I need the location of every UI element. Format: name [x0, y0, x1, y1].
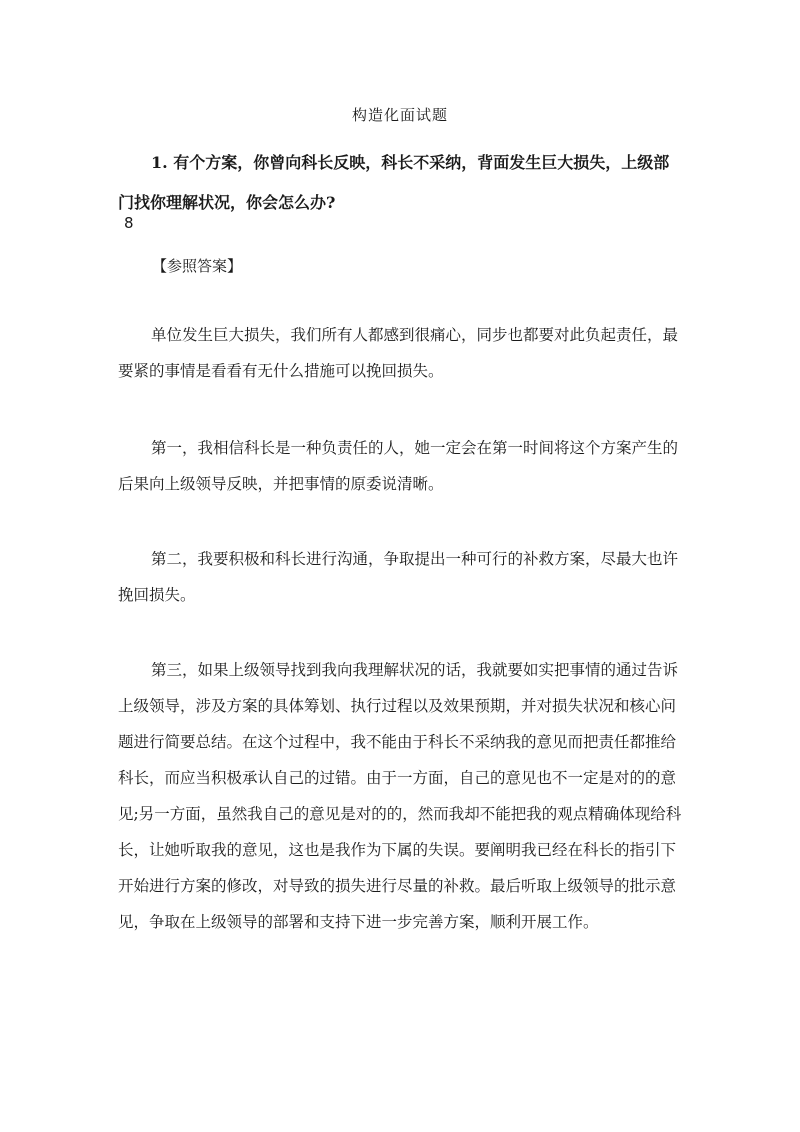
question-text: 1. 有个方案，你曾向科长反映，科长不采纳，背面发生巨大损失，上级部门找你理解状况，你会怎么办? [118, 153, 670, 212]
answer-paragraph-first: 第一，我相信科长是一种负责任的人，她一定会在第一时间将这个方案产生的后果向上级领导反映，并把事情的原委说清晰。 [118, 439, 679, 493]
answer-paragraph-second: 第二，我要积极和科长进行沟通，争取提出一种可行的补救方案，尽最大也许挽回损失。 [118, 550, 679, 604]
answer-paragraph-third: 第三，如果上级领导找到我向我理解状况的话，我就要如实把事情的通过告诉上级领导，涉及方案的具体筹划、执行过程以及效果预期，并对损失状况和核心问题进行简要总结。在这个过程中，我不能由于科长不采纳我的意见而把责任都推给科长，而应当积极承认自己的过错。由于一方面，自己的意见也不一定是对的的意见;另一方面，虽然我自己的意见是对的的，然而我却不能把我的观点精确体现给科长，让她听取我的意见，这也是我作为下属的失误。要阐明我已经在科长的指引下开始进行方案的修改，对导致的损失进行尽量的补救。最后听取上级领导的批示意见，争取在上级领导的部署和支持下进一步完善方案，顺利开展工作。 [118, 661, 682, 931]
answer-paragraph-intro: 单位发生巨大损失，我们所有人都感到很痛心，同步也都要对此负起责任，最要紧的事情是看看有无什么措施可以挽回损失。 [118, 326, 679, 380]
reference-answer-label: 【参照答案】 [152, 257, 243, 275]
document-title: 构造化面试题 [351, 106, 448, 124]
page-number: 8 [124, 214, 134, 232]
